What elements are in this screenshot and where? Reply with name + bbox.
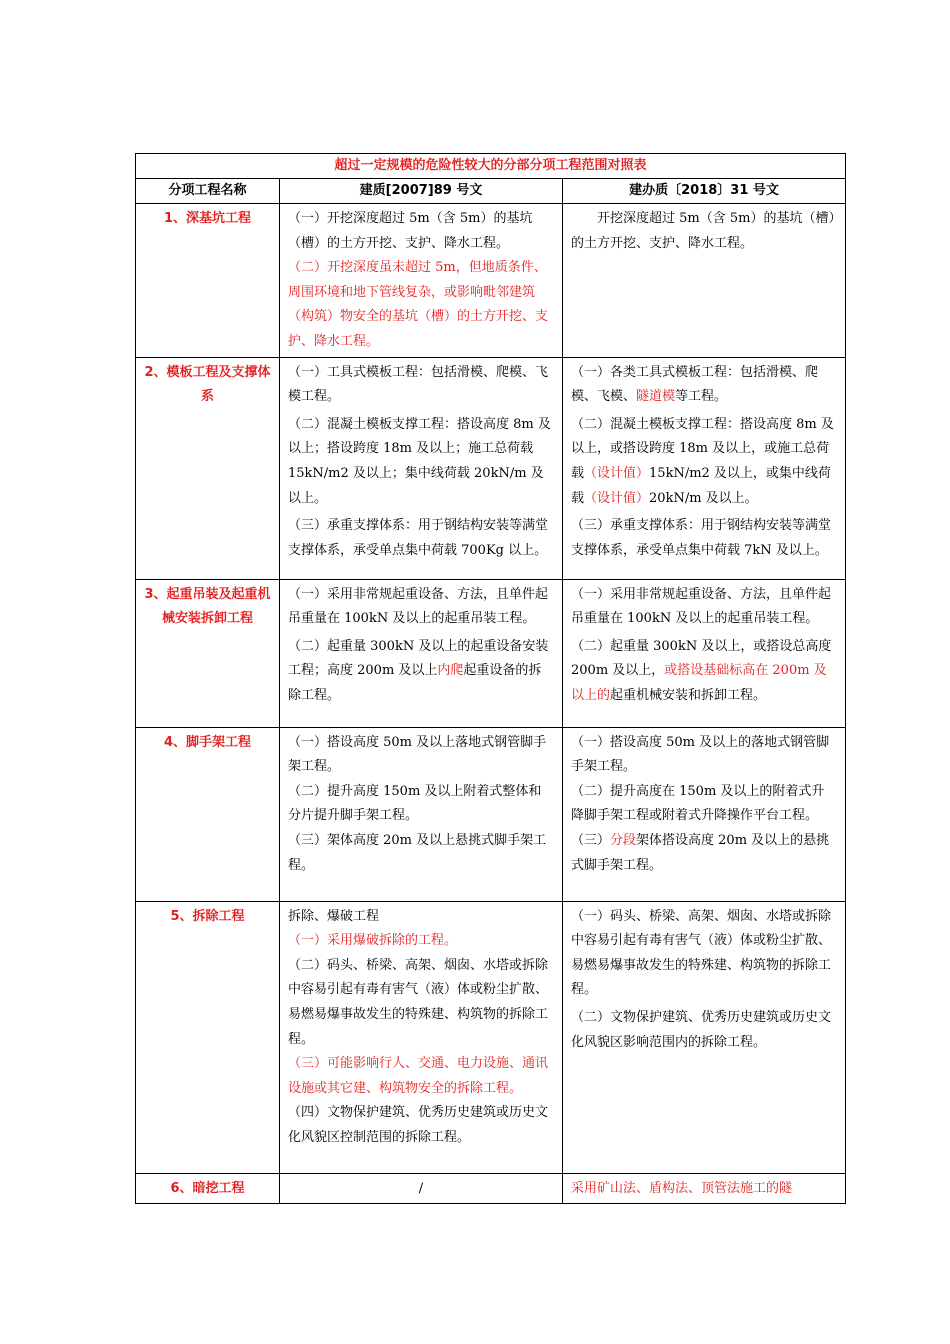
row-name: 1、深基坑工程 <box>136 204 280 358</box>
old-paragraph <box>288 635 554 709</box>
highlight-span: 内爬 <box>437 663 464 679</box>
new-cell <box>563 204 846 358</box>
text-span: （二）起重量 300kN 及以上的起重设备安装工程；高度 200m 及以上 <box>288 638 549 679</box>
highlight-span: 分段 <box>610 832 637 848</box>
old-paragraph: （三）架体高度 20m 及以上悬挑式脚手架工程。 <box>288 832 547 873</box>
header-old-doc: 建质[2007]89 号文 <box>280 179 563 204</box>
text-span: （二）起重量 300kN 及以上，或搭设总高度 200m 及以上， <box>571 638 832 679</box>
old-paragraph: （二）提升高度 150m 及以上附着式整体和分片提升脚手架工程。 <box>288 783 542 824</box>
highlight-span: 或搭设基础标高在 200m 及以上的 <box>571 663 827 703</box>
header-name: 分项工程名称 <box>136 179 280 204</box>
comparison-table <box>135 153 846 1204</box>
old-cell <box>280 204 563 358</box>
old-cell <box>280 579 563 727</box>
old-paragraph-highlight: （一）采用爆破拆除的工程。 <box>288 933 458 949</box>
new-cell <box>563 727 846 901</box>
highlight-span: 隧道模 <box>636 389 676 405</box>
new-paragraph: 开挖深度超过 5m（含 5m）的基坑（槽）的土方开挖、支护、降水工程。 <box>571 211 835 251</box>
text-span: （一）各类工具式模板工程：包括滑模、爬模、飞模、 <box>571 364 819 405</box>
table-row <box>136 357 846 579</box>
old-cell: / <box>280 1173 563 1204</box>
table-title: 超过一定规模的危险性较大的分部分项工程范围对照表 <box>136 154 846 179</box>
row-name: 5、拆除工程 <box>136 901 280 1173</box>
table-row <box>136 1173 846 1204</box>
text-span: 架体搭设高度 20m 及以上的悬挑式脚手架工程。 <box>571 832 830 873</box>
new-paragraph: （一）码头、桥梁、高架、烟囱、水塔或拆除中容易引起有毒有害气（液）体或粉尘扩散、易燃易爆事故发生的特殊建、构筑物的拆除工程。 <box>571 908 832 998</box>
row-name: 2、模板工程及支撑体系 <box>136 357 280 579</box>
text-span: 起重设备的拆除工程。 <box>288 663 542 703</box>
new-paragraph: （二）提升高度在 150m 及以上的附着式升降脚手架工程或附着式升降操作平台工程。 <box>571 783 825 824</box>
new-paragraph: （一）搭设高度 50m 及以上的落地式钢管脚手架工程。 <box>571 734 830 775</box>
new-paragraph: （一）采用非常规起重设备、方法，且单件起吊重量在 100kN 及以上的起重吊装工程。 <box>571 586 832 627</box>
row-name: 4、脚手架工程 <box>136 727 280 901</box>
text-span: （二）混凝土模板支撑工程：搭设高度 8m 及以上，或搭设跨度 18m 及以上，或施工总荷载 <box>571 416 834 481</box>
table-row <box>136 204 846 358</box>
header-row <box>136 179 846 204</box>
old-cell <box>280 357 563 579</box>
new-paragraph: （二）文物保护建筑、优秀历史建筑或历史文化风貌区影响范围内的拆除工程。 <box>571 1009 832 1050</box>
new-paragraph <box>571 361 837 410</box>
highlight-span: （设计值） <box>584 490 650 506</box>
new-paragraph: （三）承重支撑体系：用于钢结构安装等满堂支撑体系，承受单点集中荷载 7kN 及以上。 <box>571 518 832 558</box>
text-span: （三） <box>571 832 611 848</box>
text-span: 20kN/m 及以上。 <box>649 490 758 506</box>
text-span: 15kN/m2 及以上，或集中线荷载 <box>571 465 831 506</box>
old-paragraph: （一）开挖深度超过 5m（含 5m）的基坑（槽）的土方开挖、支护、降水工程。 <box>288 211 533 251</box>
old-paragraph: （四）文物保护建筑、优秀历史建筑或历史文化风貌区控制范围的拆除工程。 <box>288 1105 549 1145</box>
row-name: 6、暗挖工程 <box>136 1173 280 1204</box>
new-cell <box>563 357 846 579</box>
new-paragraph <box>571 635 837 709</box>
old-paragraph: （一）搭设高度 50m 及以上落地式钢管脚手架工程。 <box>288 734 547 775</box>
old-cell <box>280 727 563 901</box>
old-cell <box>280 901 563 1173</box>
title-row <box>136 154 846 179</box>
old-paragraph: （一）采用非常规起重设备、方法，且单件起吊重量在 100kN 及以上的起重吊装工程。 <box>288 586 549 627</box>
old-paragraph: （二）码头、桥梁、高架、烟囱、水塔或拆除中容易引起有毒有害气（液）体或粉尘扩散、易燃易爆事故发生的特殊建、构筑物的拆除工程。 <box>288 957 549 1047</box>
old-paragraph: （二）混凝土模板支撑工程：搭设高度 8m 及以上；搭设跨度 18m 及以上；施工总荷载 15kN/m2 及以上；集中线荷载 20kN/m 及以上。 <box>288 416 551 506</box>
new-cell <box>563 1173 846 1204</box>
old-paragraph-highlight: （三）可能影响行人、交通、电力设施、通讯设施或其它建、构筑物安全的拆除工程。 <box>288 1056 549 1096</box>
highlight-span: （设计值） <box>584 465 650 481</box>
new-cell <box>563 901 846 1173</box>
text-span: 起重机械安装和拆卸工程。 <box>610 687 767 703</box>
new-paragraph <box>571 413 837 511</box>
new-paragraph <box>571 829 837 878</box>
new-cell <box>563 579 846 727</box>
header-new-doc: 建办质〔2018〕31 号文 <box>563 179 846 204</box>
table-row <box>136 727 846 901</box>
old-paragraph: （一）工具式模板工程：包括滑模、爬模、飞模工程。 <box>288 364 549 405</box>
old-paragraph-highlight: （二）开挖深度虽未超过 5m，但地质条件、周围环境和地下管线复杂，或影响毗邻建筑（构筑）物安全的基坑（槽）的土方开挖、支护、降水工程。 <box>288 260 549 349</box>
old-heading: 拆除、爆破工程 <box>288 908 380 924</box>
new-paragraph-highlight: 采用矿山法、盾构法、顶管法施工的隧 <box>571 1180 793 1196</box>
old-paragraph: （三）承重支撑体系：用于钢结构安装等满堂支撑体系，承受单点集中荷载 700Kg 以上。 <box>288 518 549 558</box>
text-span: 等工程。 <box>675 389 728 405</box>
table-row <box>136 579 846 727</box>
row-name: 3、起重吊装及起重机械安装拆卸工程 <box>136 579 280 727</box>
table-row <box>136 901 846 1173</box>
